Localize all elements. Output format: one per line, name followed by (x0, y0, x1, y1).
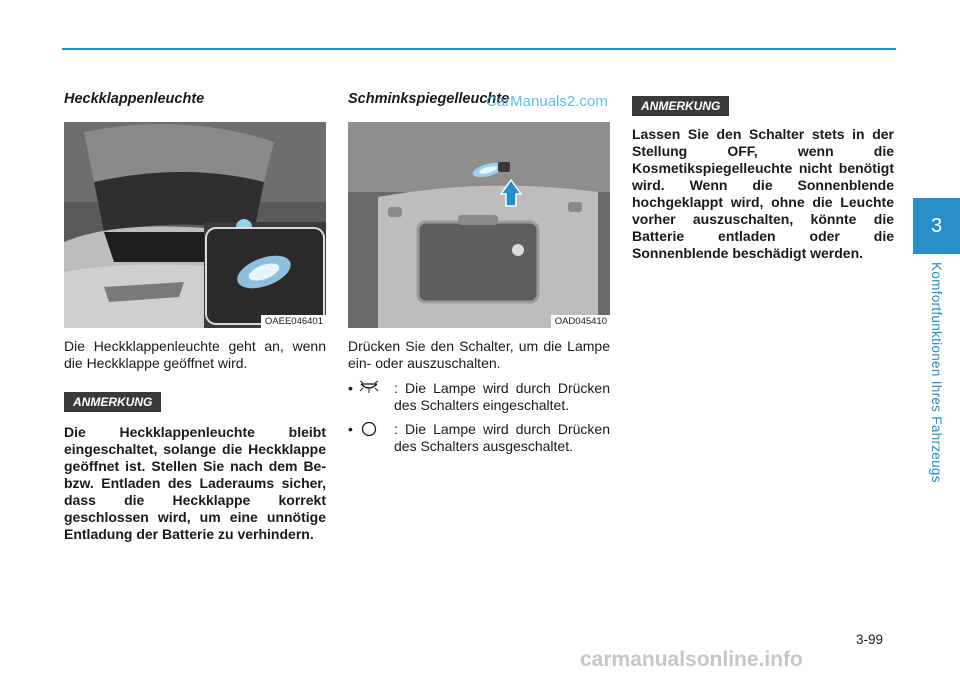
note-badge: ANMERKUNG (632, 96, 729, 116)
list-item (348, 380, 610, 414)
chapter-label: Komfortfunktionen Ihres Fahrzeugs (929, 262, 944, 483)
column-vanity-mirror-light (348, 90, 610, 462)
bullet-text-off: : Die Lampe wird durch Drücken des Schalters ausgeschaltet. (394, 421, 610, 454)
watermark-top: CarManuals2.com (486, 93, 608, 110)
figure-code: OAEE046401 (261, 315, 326, 328)
column-tailgate-light (64, 90, 326, 543)
bullet-dot: • (348, 421, 353, 437)
bullet-text-on: : Die Lampe wird durch Drücken des Schalters eingeschaltet. (394, 380, 610, 413)
switch-state-list (348, 380, 610, 455)
page-number: 3-99 (856, 632, 884, 647)
sun-visor-illustration (348, 122, 610, 328)
watermark-bottom: carmanualsonline.info (580, 648, 803, 671)
top-rule (62, 48, 896, 50)
note-block (632, 96, 894, 116)
note-block (64, 392, 326, 412)
lamp-on-icon (358, 380, 380, 394)
bullet-dot: • (348, 380, 353, 396)
paragraph-tailgate-light: Die Heckklappenleuchte geht an, wenn die Heckklappe geöffnet wird. (64, 338, 326, 371)
section-title-tailgate-light: Heckklappenleuchte (64, 91, 205, 107)
list-item (348, 421, 610, 455)
figure-tailgate-light (64, 122, 326, 328)
note-text: Lassen Sie den Schalter stets in der Stellung OFF, wenn die Kosmetikspiegelleuchte nicht benötigt wird. Wenn die Sonnenblende hochgeklappt wird, ohne die Leuchte vorher auszuschalten, könnte die Batterie entladen oder die Sonnenblende beschädigt werden. (632, 126, 894, 261)
tailgate-illustration (64, 122, 326, 328)
lamp-off-icon (358, 421, 380, 437)
section-title-vanity-mirror-light: Schminkspiegelleuchte (348, 91, 510, 107)
note-badge: ANMERKUNG (64, 392, 161, 412)
note-text: Die Heckklappenleuchte bleibt eingeschaltet, solange die Heckklappe geöffnet ist. Stellen Sie nach dem Be- bzw. Entladen des Laderaums sicher, dass die Heckklappe korrekt geschlossen wird, um eine unnötige Entladung der Batterie zu verhindern. (64, 424, 326, 542)
figure-code: OAD045410 (551, 315, 610, 328)
chapter-tab: 3 (913, 198, 960, 254)
figure-vanity-mirror (348, 122, 610, 328)
paragraph-vanity-mirror: Drücken Sie den Schalter, um die Lampe ein- oder auszuschalten. (348, 338, 610, 371)
column-note (632, 96, 894, 262)
